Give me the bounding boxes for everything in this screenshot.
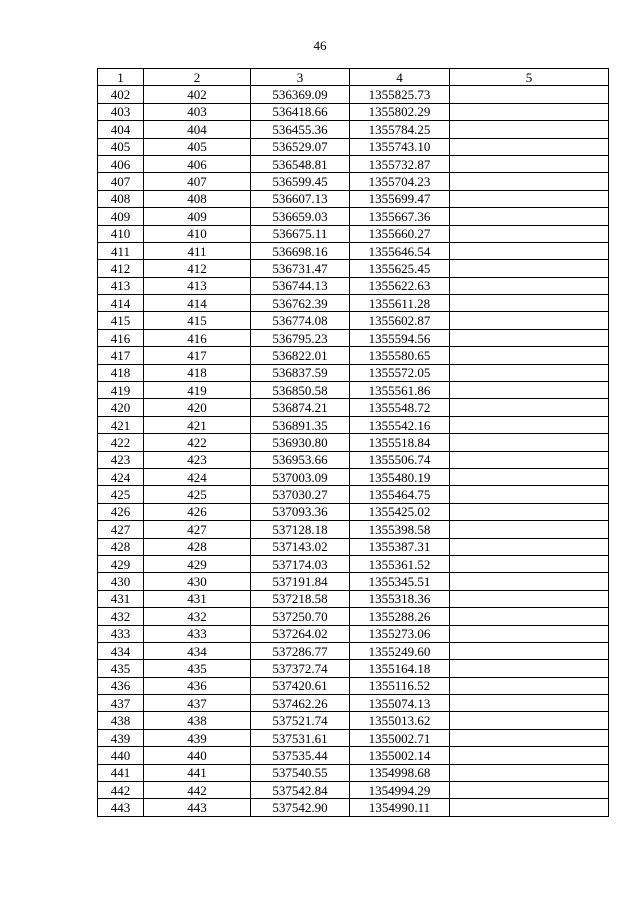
table-cell: 537286.77 [251, 642, 350, 659]
table-cell [450, 173, 609, 190]
table-cell: 1355704.23 [350, 173, 450, 190]
table-cell: 1355602.87 [350, 312, 450, 329]
table-cell: 536762.39 [251, 295, 350, 312]
table-row [98, 451, 609, 468]
table-cell: 410 [98, 225, 144, 242]
table-cell: 412 [144, 260, 251, 277]
table-cell: 537264.02 [251, 625, 350, 642]
table-cell [450, 225, 609, 242]
table-cell: 416 [98, 329, 144, 346]
table-cell: 406 [144, 155, 251, 172]
table-row [98, 468, 609, 485]
table-cell: 1355002.14 [350, 747, 450, 764]
table-cell: 423 [98, 451, 144, 468]
table-cell: 537174.03 [251, 555, 350, 572]
table-cell: 443 [98, 799, 144, 816]
table-cell: 442 [98, 782, 144, 799]
table-cell: 1355480.19 [350, 468, 450, 485]
table-row [98, 677, 609, 694]
table-cell: 1355074.13 [350, 695, 450, 712]
table-cell: 441 [98, 764, 144, 781]
table-cell [450, 799, 609, 816]
table-cell: 404 [98, 121, 144, 138]
table-cell: 1355646.54 [350, 242, 450, 259]
table-cell: 429 [98, 555, 144, 572]
table-cell: 416 [144, 329, 251, 346]
table-cell: 417 [144, 347, 251, 364]
table-cell: 537093.36 [251, 503, 350, 520]
table-cell: 537372.74 [251, 660, 350, 677]
table-cell: 537540.55 [251, 764, 350, 781]
column-header: 1 [98, 69, 144, 86]
table-cell: 436 [98, 677, 144, 694]
table-cell: 412 [98, 260, 144, 277]
table-cell: 437 [98, 695, 144, 712]
table-cell: 536837.59 [251, 364, 350, 381]
table-row [98, 503, 609, 520]
table-cell: 421 [98, 416, 144, 433]
table-cell: 435 [98, 660, 144, 677]
table-cell [450, 747, 609, 764]
table-cell: 1355667.36 [350, 208, 450, 225]
table-cell: 419 [98, 382, 144, 399]
table-cell [450, 729, 609, 746]
table-cell [450, 503, 609, 520]
table-cell: 1355013.62 [350, 712, 450, 729]
table-cell: 1355164.18 [350, 660, 450, 677]
table-row [98, 138, 609, 155]
table-cell [450, 329, 609, 346]
table-cell [450, 138, 609, 155]
table-header-row [98, 69, 609, 86]
table-cell: 1355464.75 [350, 486, 450, 503]
table-cell: 1355273.06 [350, 625, 450, 642]
table-cell [450, 712, 609, 729]
table-row [98, 764, 609, 781]
table-cell: 537542.90 [251, 799, 350, 816]
column-header: 5 [450, 69, 609, 86]
table-cell: 434 [144, 642, 251, 659]
table-cell [450, 486, 609, 503]
table-cell: 426 [144, 503, 251, 520]
table-cell: 536607.13 [251, 190, 350, 207]
table-cell: 537531.61 [251, 729, 350, 746]
table-cell [450, 347, 609, 364]
table-row [98, 329, 609, 346]
table-row [98, 103, 609, 120]
table-row [98, 190, 609, 207]
column-header: 3 [251, 69, 350, 86]
table-cell: 1355318.36 [350, 590, 450, 607]
table-cell: 430 [144, 573, 251, 590]
table-cell [450, 382, 609, 399]
table-cell: 409 [144, 208, 251, 225]
table-cell [450, 121, 609, 138]
table-row [98, 364, 609, 381]
table-cell: 536795.23 [251, 329, 350, 346]
table-cell [450, 625, 609, 642]
table-cell: 536675.11 [251, 225, 350, 242]
table-cell: 408 [144, 190, 251, 207]
table-cell [450, 590, 609, 607]
table-cell [450, 521, 609, 538]
table-cell: 1355345.51 [350, 573, 450, 590]
table-cell: 403 [98, 103, 144, 120]
table-cell: 537218.58 [251, 590, 350, 607]
table-cell: 421 [144, 416, 251, 433]
table-cell [450, 434, 609, 451]
table-cell: 402 [144, 86, 251, 103]
table-cell: 419 [144, 382, 251, 399]
table-row [98, 260, 609, 277]
table-row [98, 434, 609, 451]
table-body [98, 86, 609, 816]
table-cell [450, 608, 609, 625]
table-cell: 1355625.45 [350, 260, 450, 277]
table-cell: 536850.58 [251, 382, 350, 399]
table-cell: 537542.84 [251, 782, 350, 799]
table-cell: 1355518.84 [350, 434, 450, 451]
table-cell: 422 [98, 434, 144, 451]
table-cell: 537420.61 [251, 677, 350, 694]
table-cell: 536599.45 [251, 173, 350, 190]
table-cell: 438 [98, 712, 144, 729]
table-cell: 1355425.02 [350, 503, 450, 520]
table-row [98, 642, 609, 659]
table-cell: 420 [98, 399, 144, 416]
table-cell: 432 [98, 608, 144, 625]
table-cell: 409 [98, 208, 144, 225]
table-cell: 1355594.56 [350, 329, 450, 346]
table-row [98, 625, 609, 642]
table-cell: 408 [98, 190, 144, 207]
table-row [98, 242, 609, 259]
table-cell: 433 [144, 625, 251, 642]
table-cell: 537535.44 [251, 747, 350, 764]
table-cell: 1355699.47 [350, 190, 450, 207]
table-cell: 536548.81 [251, 155, 350, 172]
table-row [98, 555, 609, 572]
table-cell: 537143.02 [251, 538, 350, 555]
table-row [98, 799, 609, 816]
table-cell: 1355361.52 [350, 555, 450, 572]
table-cell: 536731.47 [251, 260, 350, 277]
table-row [98, 486, 609, 503]
table-cell: 431 [144, 590, 251, 607]
table-cell: 403 [144, 103, 251, 120]
table-row [98, 208, 609, 225]
table-cell: 404 [144, 121, 251, 138]
column-header: 2 [144, 69, 251, 86]
table-cell: 405 [144, 138, 251, 155]
table-cell: 537250.70 [251, 608, 350, 625]
table-cell: 411 [144, 242, 251, 259]
table-cell: 536698.16 [251, 242, 350, 259]
table-row [98, 782, 609, 799]
table-row [98, 312, 609, 329]
table-row [98, 590, 609, 607]
table-cell: 536744.13 [251, 277, 350, 294]
table-cell: 1354990.11 [350, 799, 450, 816]
table-row [98, 538, 609, 555]
table-cell: 537191.84 [251, 573, 350, 590]
column-header: 4 [350, 69, 450, 86]
table-cell: 423 [144, 451, 251, 468]
table-cell: 1355249.60 [350, 642, 450, 659]
table-cell: 430 [98, 573, 144, 590]
table-cell: 1355825.73 [350, 86, 450, 103]
table-cell [450, 86, 609, 103]
table-cell [450, 399, 609, 416]
table-cell: 425 [144, 486, 251, 503]
table-cell: 439 [98, 729, 144, 746]
table-cell: 443 [144, 799, 251, 816]
table-row [98, 695, 609, 712]
page-number: 46 [313, 38, 327, 53]
table-cell [450, 468, 609, 485]
table-cell: 536369.09 [251, 86, 350, 103]
table-cell: 429 [144, 555, 251, 572]
table-cell: 440 [98, 747, 144, 764]
table-cell [450, 277, 609, 294]
table-cell: 1355116.52 [350, 677, 450, 694]
table-cell [450, 190, 609, 207]
table-cell: 537462.26 [251, 695, 350, 712]
table-cell: 536659.03 [251, 208, 350, 225]
table-cell: 1355611.28 [350, 295, 450, 312]
table-cell: 411 [98, 242, 144, 259]
table-cell: 1355506.74 [350, 451, 450, 468]
table-cell: 417 [98, 347, 144, 364]
table-cell [450, 242, 609, 259]
table-cell: 536953.66 [251, 451, 350, 468]
table-cell: 1355398.58 [350, 521, 450, 538]
table-cell: 415 [98, 312, 144, 329]
table-cell: 405 [98, 138, 144, 155]
table-cell: 1354994.29 [350, 782, 450, 799]
table-cell: 426 [98, 503, 144, 520]
table-row [98, 747, 609, 764]
table-row [98, 660, 609, 677]
table-cell: 537128.18 [251, 521, 350, 538]
table-row [98, 173, 609, 190]
table-row [98, 155, 609, 172]
table-cell: 424 [144, 468, 251, 485]
table-cell: 536774.08 [251, 312, 350, 329]
table-cell: 1355387.31 [350, 538, 450, 555]
table-cell: 537030.27 [251, 486, 350, 503]
table-cell: 1355802.29 [350, 103, 450, 120]
table-cell: 1354998.68 [350, 764, 450, 781]
table-cell [450, 538, 609, 555]
table-cell: 436 [144, 677, 251, 694]
table-row [98, 382, 609, 399]
table-cell [450, 555, 609, 572]
table-cell: 437 [144, 695, 251, 712]
table-row [98, 277, 609, 294]
table-cell: 536930.80 [251, 434, 350, 451]
table-cell: 536874.21 [251, 399, 350, 416]
table-cell [450, 451, 609, 468]
table-cell: 427 [144, 521, 251, 538]
table-cell [450, 416, 609, 433]
table-row [98, 416, 609, 433]
table-row [98, 295, 609, 312]
table-cell: 413 [98, 277, 144, 294]
table-row [98, 729, 609, 746]
table-cell: 415 [144, 312, 251, 329]
table-cell: 536529.07 [251, 138, 350, 155]
table-row [98, 86, 609, 103]
table-row [98, 712, 609, 729]
table-cell [450, 764, 609, 781]
table-cell: 435 [144, 660, 251, 677]
table-cell [450, 677, 609, 694]
table-cell: 1355561.86 [350, 382, 450, 399]
table-row [98, 347, 609, 364]
table-cell: 536891.35 [251, 416, 350, 433]
table-cell [450, 155, 609, 172]
table-cell: 1355622.63 [350, 277, 450, 294]
table-cell: 418 [144, 364, 251, 381]
table-cell: 414 [98, 295, 144, 312]
table-cell: 1355548.72 [350, 399, 450, 416]
table-cell: 442 [144, 782, 251, 799]
table-cell: 420 [144, 399, 251, 416]
table-cell: 537521.74 [251, 712, 350, 729]
table-cell: 427 [98, 521, 144, 538]
table-cell: 1355288.26 [350, 608, 450, 625]
table-row [98, 608, 609, 625]
table-cell: 1355002.71 [350, 729, 450, 746]
table-cell: 428 [98, 538, 144, 555]
table-cell: 431 [98, 590, 144, 607]
table-cell [450, 295, 609, 312]
table-cell: 1355784.25 [350, 121, 450, 138]
table-cell: 536418.66 [251, 103, 350, 120]
table-cell [450, 364, 609, 381]
table-cell: 536455.36 [251, 121, 350, 138]
table-cell: 418 [98, 364, 144, 381]
table-cell: 432 [144, 608, 251, 625]
table-cell [450, 782, 609, 799]
table-cell: 1355572.05 [350, 364, 450, 381]
table-row [98, 225, 609, 242]
table-cell [450, 312, 609, 329]
table-row [98, 399, 609, 416]
table-cell: 1355743.10 [350, 138, 450, 155]
table-cell: 406 [98, 155, 144, 172]
coordinates-table [97, 68, 609, 817]
table-cell: 1355732.87 [350, 155, 450, 172]
table-cell [450, 695, 609, 712]
table-cell [450, 260, 609, 277]
table-cell: 422 [144, 434, 251, 451]
table-cell: 434 [98, 642, 144, 659]
table-cell: 413 [144, 277, 251, 294]
table-cell: 425 [98, 486, 144, 503]
table-cell: 424 [98, 468, 144, 485]
table-cell: 537003.09 [251, 468, 350, 485]
table-cell [450, 660, 609, 677]
table-cell: 441 [144, 764, 251, 781]
table-cell: 1355580.65 [350, 347, 450, 364]
table-cell [450, 573, 609, 590]
table-cell: 428 [144, 538, 251, 555]
table-cell: 407 [98, 173, 144, 190]
table-cell [450, 642, 609, 659]
table-cell [450, 103, 609, 120]
table-row [98, 121, 609, 138]
table-row [98, 521, 609, 538]
table-cell: 407 [144, 173, 251, 190]
table-cell: 433 [98, 625, 144, 642]
table-cell: 439 [144, 729, 251, 746]
table-cell: 1355542.16 [350, 416, 450, 433]
table-cell: 414 [144, 295, 251, 312]
table-cell: 1355660.27 [350, 225, 450, 242]
table-cell: 410 [144, 225, 251, 242]
table-cell: 440 [144, 747, 251, 764]
table-row [98, 573, 609, 590]
table-cell: 438 [144, 712, 251, 729]
table-cell [450, 208, 609, 225]
table-cell: 536822.01 [251, 347, 350, 364]
table-cell: 402 [98, 86, 144, 103]
